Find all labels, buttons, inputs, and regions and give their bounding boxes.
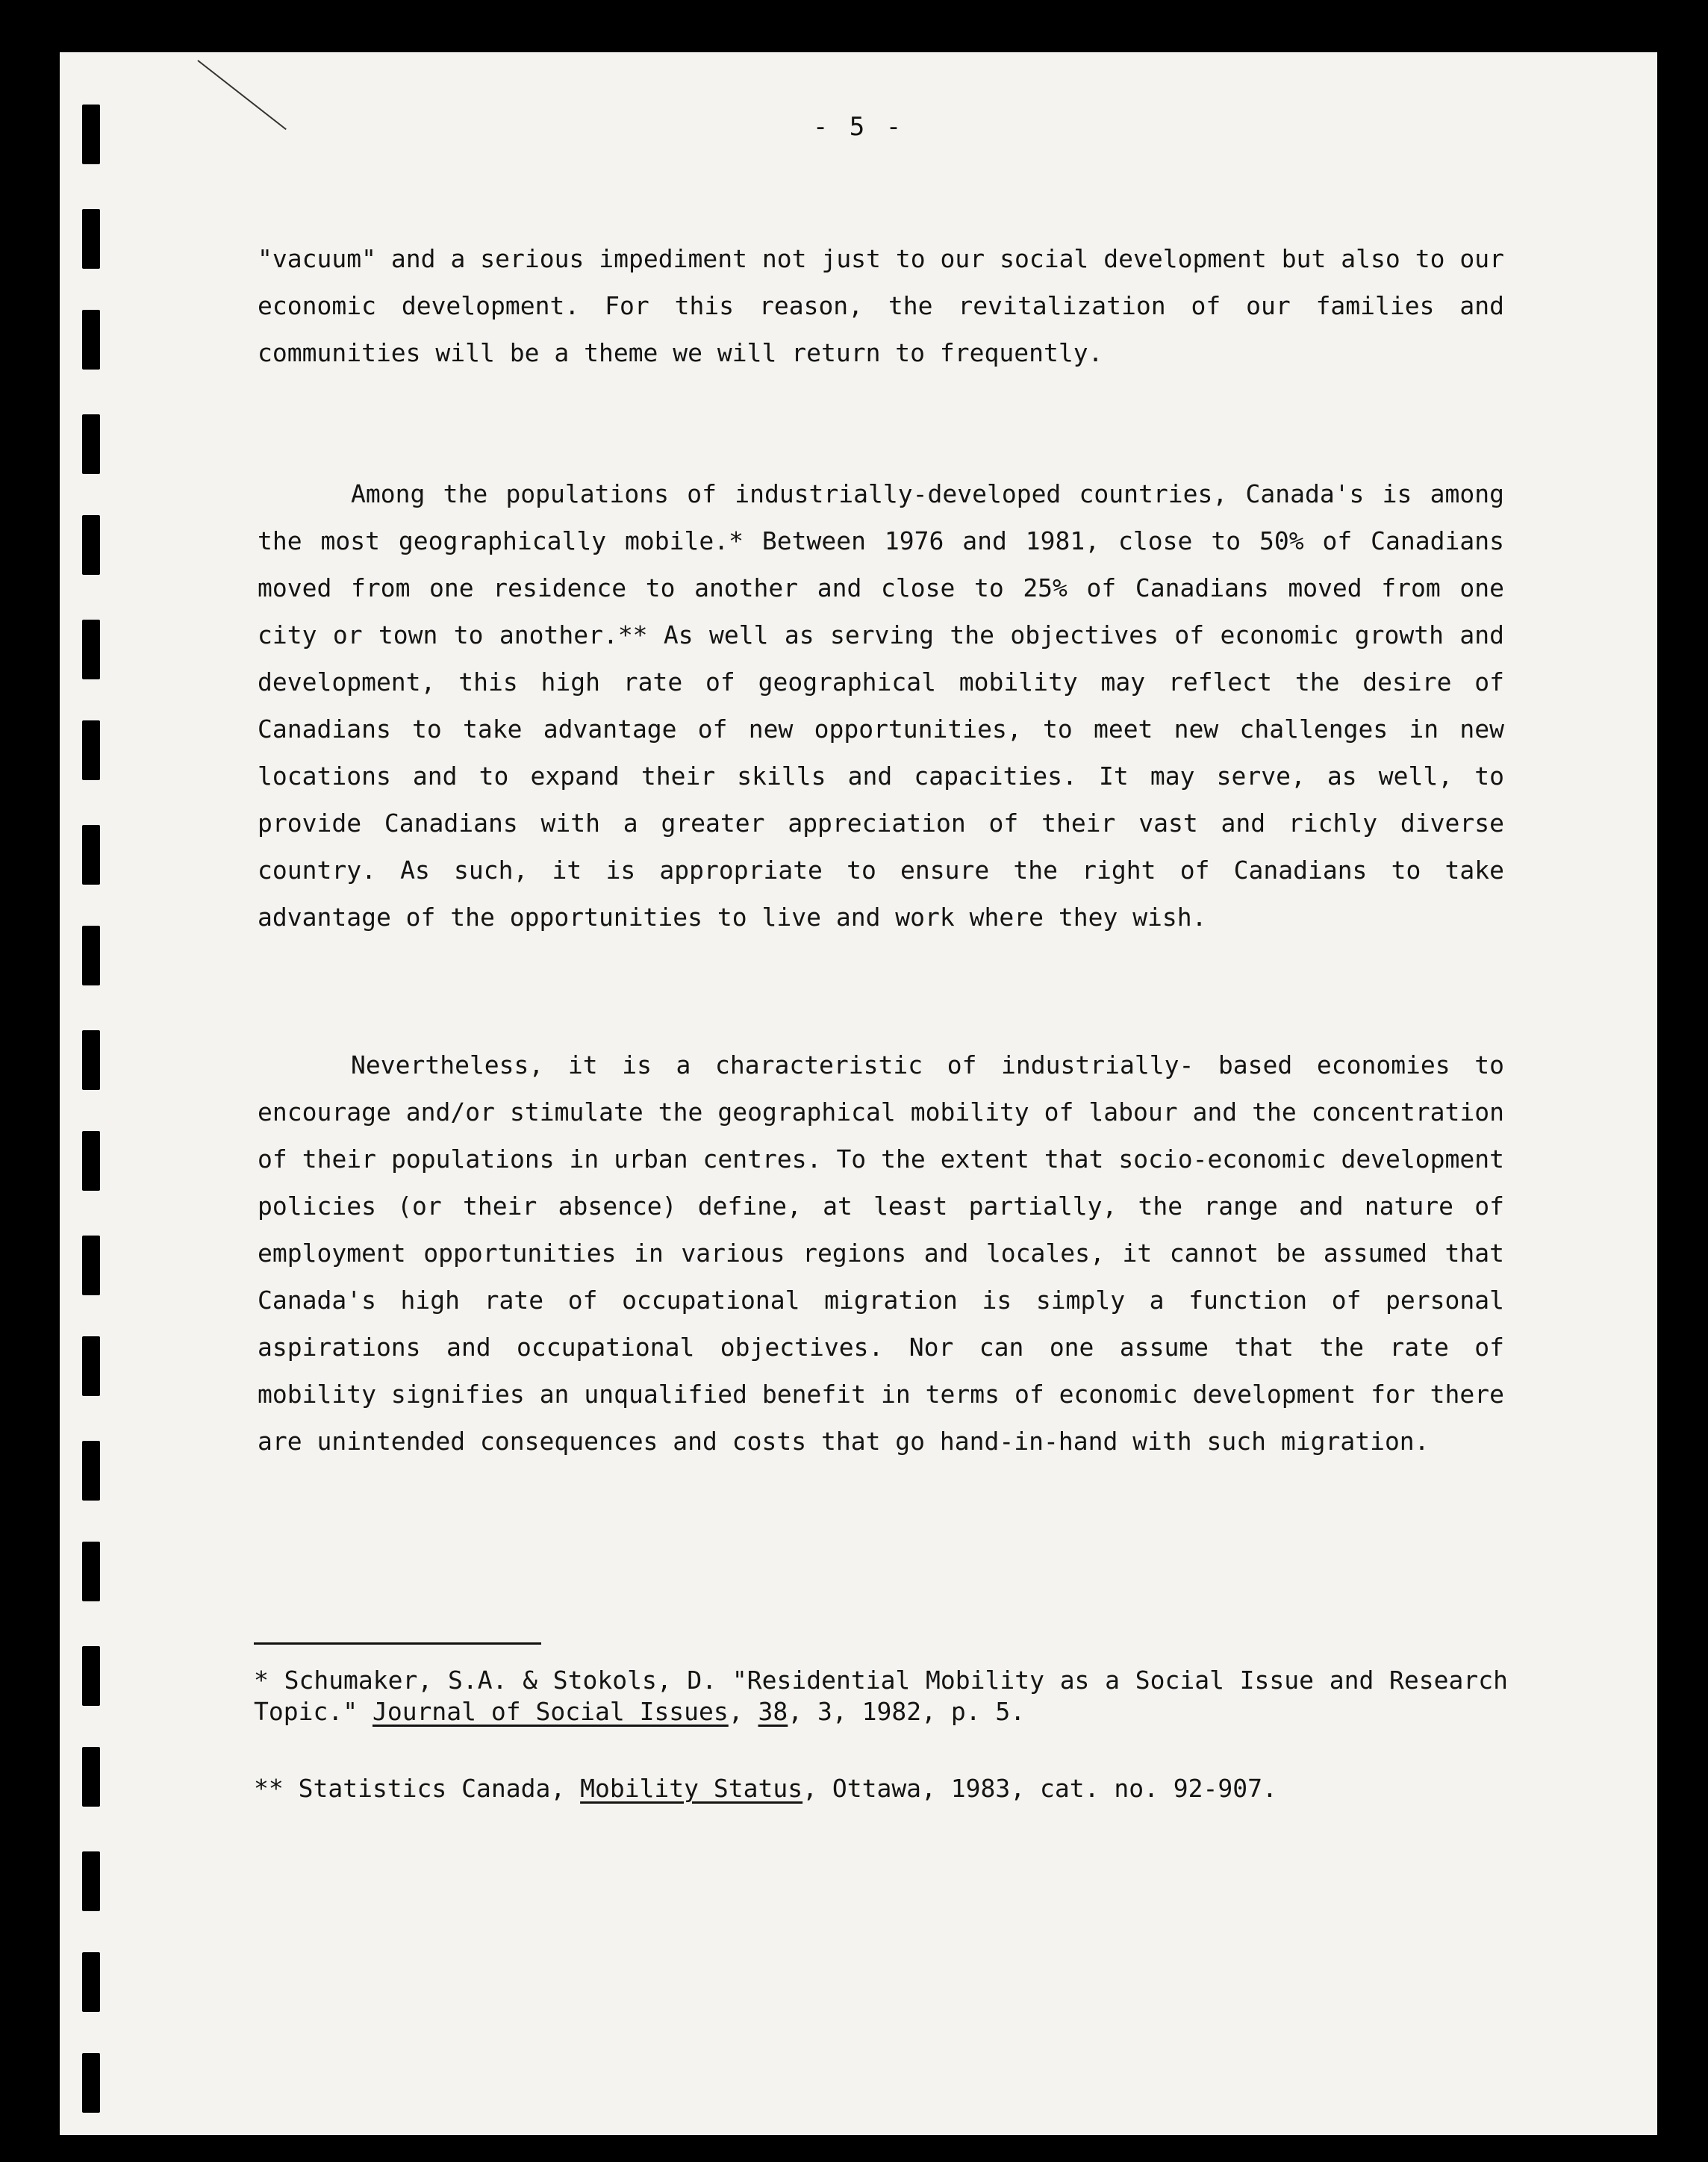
punch-hole	[82, 1441, 100, 1501]
paragraph-vacuum	[258, 235, 1504, 376]
paragraph-text: Nevertheless, it is a characteristic of industrially- based economies to encourage and/or stimulate the geographical mobility of labour and the concentration of their populations in urban centres. To the extent that socio-economic development policies (or their absence) define, at least partially, the range and nature of employment opportunities in various regions and locales, it cannot be assumed that Canada's high rate of occupational migration is simply a function of personal aspirations and occupational objectives. Nor can one assume that the rate of mobility signifies an unqualified benefit in terms of economic development for there are unintended consequences and costs that go hand-in-hand with such migration.	[258, 1050, 1504, 1456]
punch-hole	[82, 2053, 100, 2113]
paragraph-mobility	[258, 470, 1504, 941]
punch-hole	[82, 515, 100, 575]
punch-hole	[82, 209, 100, 269]
footnote-text: * Schumaker, S.A. & Stokols, D. "Residential Mobility as a Social Issue and Research Topic."	[254, 1666, 1508, 1726]
punch-hole	[82, 1336, 100, 1396]
footnote-text: ,	[728, 1697, 758, 1726]
page-number: - 5 -	[812, 112, 905, 142]
journal-volume: 38	[758, 1697, 788, 1726]
punch-hole	[82, 1236, 100, 1295]
punch-hole	[82, 310, 100, 370]
footnote-text: , 3, 1982, p. 5.	[788, 1697, 1026, 1726]
publication-title: Mobility Status	[580, 1774, 803, 1803]
punch-hole	[82, 720, 100, 780]
punch-hole	[82, 1952, 100, 2012]
footnote-statcan	[254, 1773, 1508, 1804]
footnote-schumaker	[254, 1665, 1508, 1728]
paragraph-text: "vacuum" and a serious impediment not just to our social development but also to our economic development. For this reason, the revitalization of our families and communities will be a theme we will return to frequently.	[258, 244, 1504, 367]
paragraph-text: Among the populations of industrially-developed countries, Canada's is among the most geographically mobile.* Between 1976 and 1981, close to 50% of Canadians moved from one residence to another and close to 25% of Canadians moved from one city or town to another.** As well as serving the objectives of economic growth and development, this high rate of geographical mobility may reflect the desire of Canadians to take advantage of new opportunities, to meet new challenges in new locations and to expand their skills and capacities. It may serve, as well, to provide Canadians with a greater appreciation of their vast and richly diverse country. As such, it is appropriate to ensure the right of Canadians to take advantage of the opportunities to live and work where they wish.	[258, 479, 1504, 932]
footnote-text: ** Statistics Canada,	[254, 1774, 581, 1803]
punch-hole	[82, 414, 100, 474]
paragraph-nevertheless	[258, 1041, 1504, 1465]
punch-hole	[82, 1131, 100, 1191]
document-page	[60, 52, 1657, 2135]
punch-hole	[82, 1542, 100, 1601]
punch-hole	[82, 1646, 100, 1706]
punch-hole	[82, 1030, 100, 1090]
punch-hole	[82, 926, 100, 985]
punch-hole	[82, 620, 100, 679]
punch-hole	[82, 1851, 100, 1911]
punch-hole	[82, 1747, 100, 1807]
punch-hole	[82, 825, 100, 885]
journal-title: Journal of Social Issues	[372, 1697, 729, 1726]
footnote-rule	[254, 1642, 541, 1645]
footnote-text: , Ottawa, 1983, cat. no. 92-907.	[802, 1774, 1277, 1803]
